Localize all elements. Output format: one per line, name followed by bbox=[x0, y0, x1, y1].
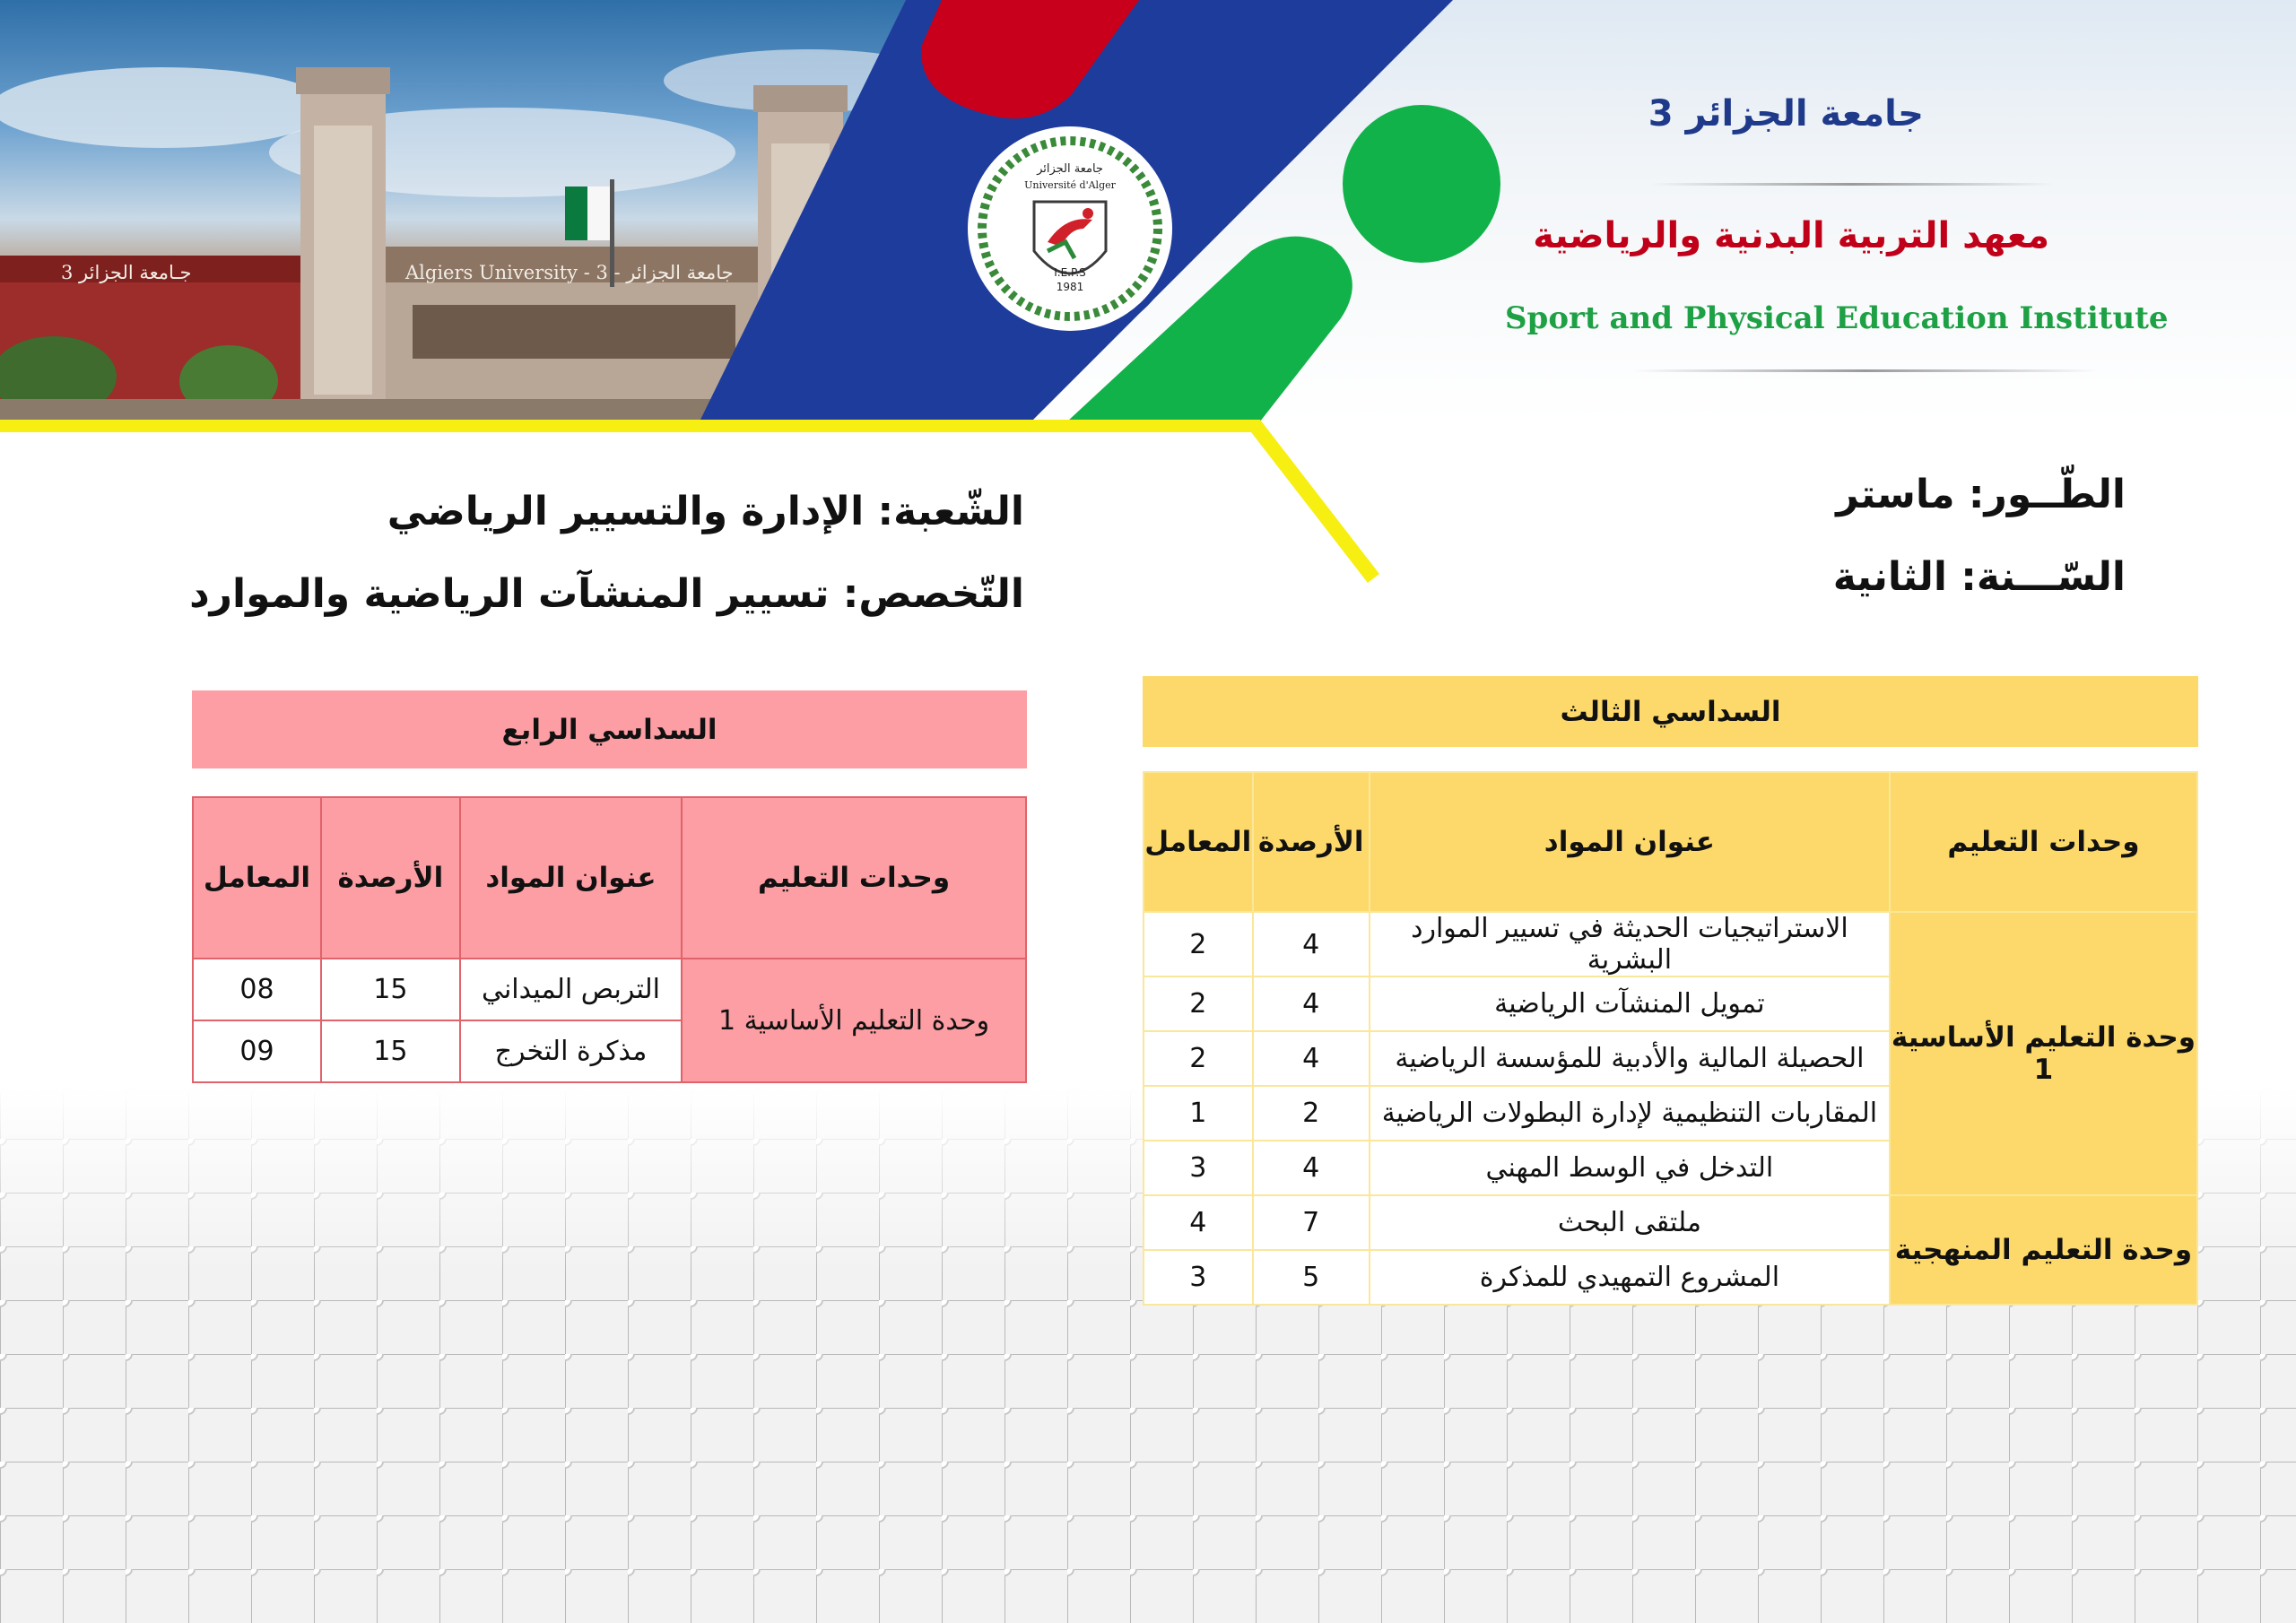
subject-cell: تمويل المنشآت الرياضية bbox=[1370, 976, 1890, 1031]
header-unit: وحدات التعليم bbox=[1890, 772, 2197, 912]
table-row bbox=[1144, 912, 2197, 976]
header-coef: المعامل bbox=[193, 797, 321, 959]
university-name: جامعة الجزائر 3 bbox=[1648, 93, 1924, 135]
institute-name-en: Sport and Physical Education Institute bbox=[1505, 300, 2169, 336]
unit-cell: وحدة التعليم المنهجية bbox=[1890, 1195, 2197, 1305]
logo-abbr: I.E.P.S bbox=[1054, 266, 1086, 279]
gate-sign-left: جـامعة الجزائر 3 bbox=[61, 262, 192, 283]
table-header-row bbox=[193, 797, 1026, 959]
table-row bbox=[1144, 1195, 2197, 1250]
credits-cell: 4 bbox=[1253, 1141, 1370, 1195]
logo-ring-inner: Université d'Alger bbox=[1024, 179, 1116, 191]
coef-cell: 09 bbox=[193, 1020, 321, 1082]
header-coef: المعامل bbox=[1144, 772, 1253, 912]
coef-cell: 08 bbox=[193, 959, 321, 1020]
credits-cell: 4 bbox=[1253, 976, 1370, 1031]
header-credits: الأرصدة bbox=[321, 797, 460, 959]
logo-year: 1981 bbox=[1056, 281, 1084, 293]
coef-cell: 3 bbox=[1144, 1141, 1253, 1195]
credits-cell: 15 bbox=[321, 1020, 460, 1082]
unit-cell: وحدة التعليم الأساسية 1 bbox=[682, 959, 1026, 1082]
coef-cell: 4 bbox=[1144, 1195, 1253, 1250]
header-subject: عنوان المواد bbox=[1370, 772, 1890, 912]
unit-cell: وحدة التعليم الأساسية 1 bbox=[1890, 912, 2197, 1195]
credits-cell: 7 bbox=[1253, 1195, 1370, 1250]
subject-cell: ملتقى البحث bbox=[1370, 1195, 1890, 1250]
subject-cell: المقاربات التنظيمية لإدارة البطولات الرياضية bbox=[1370, 1086, 1890, 1141]
credits-cell: 4 bbox=[1253, 1031, 1370, 1086]
header-subject: عنوان المواد bbox=[460, 797, 682, 959]
credits-cell: 15 bbox=[321, 959, 460, 1020]
coef-cell: 2 bbox=[1144, 912, 1253, 976]
coef-cell: 2 bbox=[1144, 1031, 1253, 1086]
coef-cell: 2 bbox=[1144, 976, 1253, 1031]
specialty-label: التّخصص: تسيير المنشآت الرياضية والموارد bbox=[189, 571, 1024, 617]
semester3-title: السداسي الثالث bbox=[1143, 676, 2198, 747]
institute-name-ar: معهد التربية البدنية والرياضية bbox=[1533, 215, 2049, 256]
coef-cell: 1 bbox=[1144, 1086, 1253, 1141]
header-unit: وحدات التعليم bbox=[682, 797, 1026, 959]
field-label: الشّعبة: الإدارة والتسيير الرياضي bbox=[387, 489, 1024, 534]
logo-ring-top: جامعة الجزائر bbox=[1037, 162, 1103, 176]
coef-cell: 3 bbox=[1144, 1250, 1253, 1305]
subject-cell: المشروع التمهيدي للمذكرة bbox=[1370, 1250, 1890, 1305]
subject-cell: الحصيلة المالية والأدبية للمؤسسة الرياضية bbox=[1370, 1031, 1890, 1086]
year-label: السّـــنة: الثانية bbox=[1832, 554, 2126, 600]
semester4-table bbox=[192, 796, 1027, 1083]
credits-cell: 5 bbox=[1253, 1250, 1370, 1305]
semester4-title: السداسي الرابع bbox=[192, 690, 1027, 768]
table-header-row bbox=[1144, 772, 2197, 912]
header-credits: الأرصدة bbox=[1253, 772, 1370, 912]
credits-cell: 4 bbox=[1253, 912, 1370, 976]
subject-cell: التربص الميداني bbox=[460, 959, 682, 1020]
gate-sign-center: Algiers University - 3 - جامعة الجزائر bbox=[405, 262, 734, 283]
level-label: الطّــور: ماستر bbox=[1836, 472, 2126, 517]
subject-cell: التدخل في الوسط المهني bbox=[1370, 1141, 1890, 1195]
table-row bbox=[193, 959, 1026, 1020]
semester3-table bbox=[1143, 771, 2198, 1306]
subject-cell: الاستراتيجيات الحديثة في تسيير الموارد البشرية bbox=[1370, 912, 1890, 976]
subject-cell: مذكرة التخرج bbox=[460, 1020, 682, 1082]
credits-cell: 2 bbox=[1253, 1086, 1370, 1141]
